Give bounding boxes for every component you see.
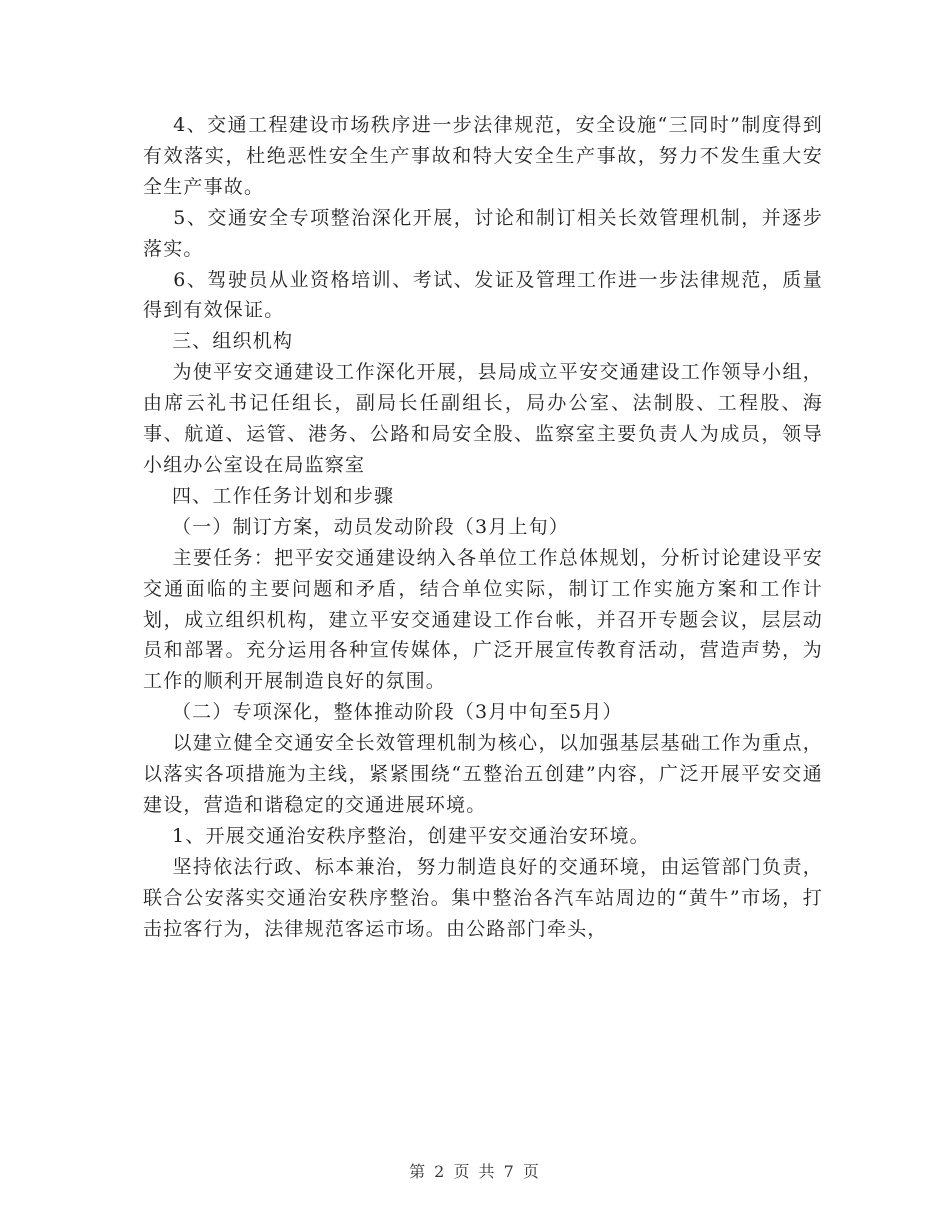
document-body	[143, 110, 823, 944]
paragraph-item-6: 6、驾驶员从业资格培训、考试、发证及管理工作进一步法律规范，质量得到有效保证。	[143, 268, 823, 322]
subheading-phase-1: （一）制订方案，动员发动阶段（3月上旬）	[143, 515, 570, 538]
paragraph-item-1-security: 1、开展交通治安秩序整治，创建平安交通治安环境。	[143, 824, 650, 847]
paragraph-item-5: 5、交通安全专项整治深化开展，讨论和制订相关长效管理机制，并逐步落实。	[143, 206, 823, 260]
subheading-phase-2: （二）专项深化，整体推动阶段（3月中旬至5月）	[143, 701, 623, 724]
paragraph-security-detail: 坚持依法行政、标本兼治，努力制造良好的交通环境，由运管部门负责，联合公安落实交通治安秩序整治。集中整治各汽车站周边的“黄牛”市场，打击拉客行为，法律规范客运市场。由公路部门牵头，	[143, 855, 823, 940]
paragraph-phase-1-tasks: 主要任务：把平安交通建设纳入各单位工作总体规划，分析讨论建设平安交通面临的主要问题和矛盾，结合单位实际，制订工作实施方案和工作计划，成立组织机构，建立平安交通建设工作台帐，并召开专题会议，层层动员和部署。充分运用各种宣传媒体，广泛开展宣传教育活动，营造声势，为工作的顺利开展制造良好的氛围。	[143, 546, 823, 693]
section-heading-organization: 三、组织机构	[143, 330, 294, 353]
page-footer: 第 2 页 共 7 页	[409, 1162, 541, 1181]
paragraph-phase-2: 以建立健全交通安全长效管理机制为核心，以加强基层基础工作为重点，以落实各项措施为主线，紧紧围绕“五整治五创建”内容，广泛开展平安交通建设，营造和谐稳定的交通进展环境。	[143, 732, 823, 816]
paragraph-item-4: 4、交通工程建设市场秩序进一步法律规范，安全设施“三同时”制度得到有效落实，杜绝恶性安全生产事故和特大安全生产事故，努力不发生重大安全生产事故。	[143, 114, 823, 198]
paragraph-organization: 为使平安交通建设工作深化开展，县局成立平安交通建设工作领导小组，由席云礼书记任组长，副局长任副组长，局办公室、法制股、工程股、海事、航道、运管、港务、公路和局安全股、监察室主要负责人为成员，领导小组办公室设在局监察室	[143, 361, 823, 476]
section-heading-tasks: 四、工作任务计划和步骤	[143, 484, 395, 507]
